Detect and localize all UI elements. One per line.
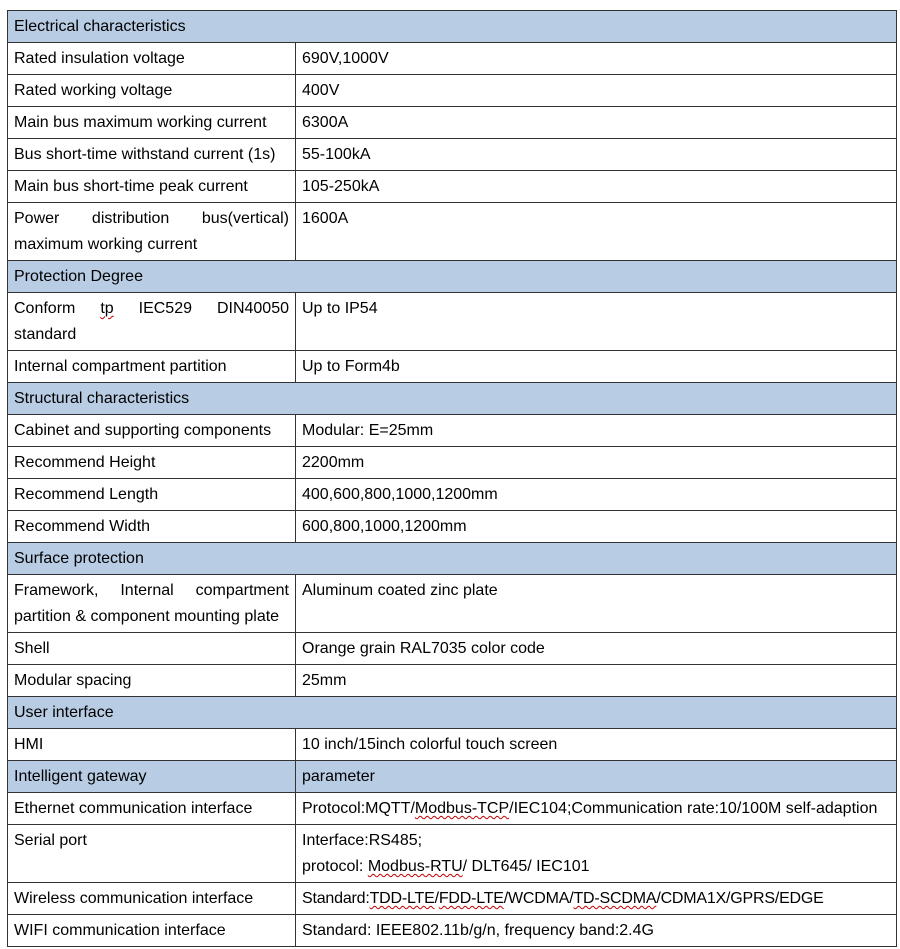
section-header-electrical: [8, 11, 897, 43]
value-text: /CDMA1X/GPRS/EDGE: [656, 890, 824, 907]
row-label: Main bus maximum working current: [8, 107, 296, 139]
section-column-header: parameter: [296, 761, 897, 793]
row-value: Standard: IEEE802.11b/g/n, frequency band:2.4G: [296, 915, 897, 947]
row-value: Up to IP54: [296, 293, 897, 351]
value-text: /WCDMA/: [503, 890, 574, 907]
row-label: HMI: [8, 729, 296, 761]
row-value: Modular: E=25mm: [296, 415, 897, 447]
row-value: Orange grain RAL7035 color code: [296, 633, 897, 665]
row-label: Recommend Width: [8, 511, 296, 543]
row-value: [296, 883, 897, 915]
table-row: [8, 729, 897, 761]
row-label: Main bus short-time peak current: [8, 171, 296, 203]
section-header-surface: [8, 543, 897, 575]
section-title: Structural characteristics: [8, 383, 897, 415]
table-row: [8, 293, 897, 351]
row-label: Shell: [8, 633, 296, 665]
section-title: Surface protection: [8, 543, 897, 575]
table-row: [8, 665, 897, 697]
row-label: Serial port: [8, 825, 296, 883]
row-label: WIFI communication interface: [8, 915, 296, 947]
value-line: [302, 854, 890, 880]
section-header-user-interface: [8, 697, 897, 729]
row-value: 105-250kA: [296, 171, 897, 203]
row-value: [296, 825, 897, 883]
row-label: Framework, Internal compartment partition & component mounting plate: [8, 575, 296, 633]
section-title: Intelligent gateway: [8, 761, 296, 793]
spellcheck-word: FDD-LTE: [438, 890, 504, 907]
table-row: [8, 351, 897, 383]
value-line: Interface:RS485;: [302, 832, 423, 849]
spellcheck-word: Modbus-RTU: [367, 858, 463, 875]
section-title: Protection Degree: [8, 261, 897, 293]
table-row: [8, 415, 897, 447]
row-value: 25mm: [296, 665, 897, 697]
table-row: [8, 793, 897, 825]
value-text: Standard:: [302, 890, 370, 907]
table-row: [8, 107, 897, 139]
row-label: Cabinet and supporting components: [8, 415, 296, 447]
table-row: [8, 203, 897, 261]
row-label: Wireless communication interface: [8, 883, 296, 915]
spec-table: [7, 10, 897, 947]
row-label: Recommend Height: [8, 447, 296, 479]
table-row: [8, 511, 897, 543]
row-value: 690V,1000V: [296, 43, 897, 75]
table-row: [8, 915, 897, 947]
table-row: [8, 575, 897, 633]
row-value: 2200mm: [296, 447, 897, 479]
row-value: 55-100kA: [296, 139, 897, 171]
label-text: Conform: [14, 300, 101, 317]
label-text: IEC529 DIN40050 standard: [14, 300, 289, 343]
row-label: Rated working voltage: [8, 75, 296, 107]
table-row: [8, 75, 897, 107]
row-value: 600,800,1000,1200mm: [296, 511, 897, 543]
row-label: Power distribution bus(vertical) maximum working current: [8, 203, 296, 261]
row-value: 400V: [296, 75, 897, 107]
table-row: [8, 171, 897, 203]
spellcheck-word: tp: [100, 300, 114, 317]
row-value: 10 inch/15inch colorful touch screen: [296, 729, 897, 761]
row-label: [8, 293, 296, 351]
value-text: /: [434, 890, 439, 907]
row-label: Ethernet communication interface: [8, 793, 296, 825]
value-text: /IEC104;Communication rate:10/100M self-adaption: [509, 800, 878, 817]
section-header-protection: [8, 261, 897, 293]
row-label: Internal compartment partition: [8, 351, 296, 383]
spellcheck-word: TDD-LTE: [369, 890, 435, 907]
section-title: User interface: [8, 697, 897, 729]
spellcheck-word: TD-SCDMA: [573, 890, 657, 907]
table-row: [8, 479, 897, 511]
row-value: 6300A: [296, 107, 897, 139]
table-row: [8, 139, 897, 171]
section-title: Electrical characteristics: [8, 11, 897, 43]
value-text: protocol:: [302, 858, 368, 875]
row-value: Aluminum coated zinc plate: [296, 575, 897, 633]
row-label: Rated insulation voltage: [8, 43, 296, 75]
row-value: 400,600,800,1000,1200mm: [296, 479, 897, 511]
table-row: [8, 43, 897, 75]
table-row: [8, 883, 897, 915]
row-value: 1600A: [296, 203, 897, 261]
value-text: / DLT645/ IEC101: [462, 858, 590, 875]
spellcheck-word: Modbus-TCP: [414, 800, 510, 817]
table-row: [8, 447, 897, 479]
table-row: [8, 825, 897, 883]
section-header-gateway: [8, 761, 897, 793]
row-label: Recommend Length: [8, 479, 296, 511]
row-label: Modular spacing: [8, 665, 296, 697]
row-value: Up to Form4b: [296, 351, 897, 383]
section-header-structural: [8, 383, 897, 415]
row-label: Bus short-time withstand current (1s): [8, 139, 296, 171]
table-row: [8, 633, 897, 665]
value-text: Protocol:MQTT/: [302, 800, 415, 817]
row-value: [296, 793, 897, 825]
